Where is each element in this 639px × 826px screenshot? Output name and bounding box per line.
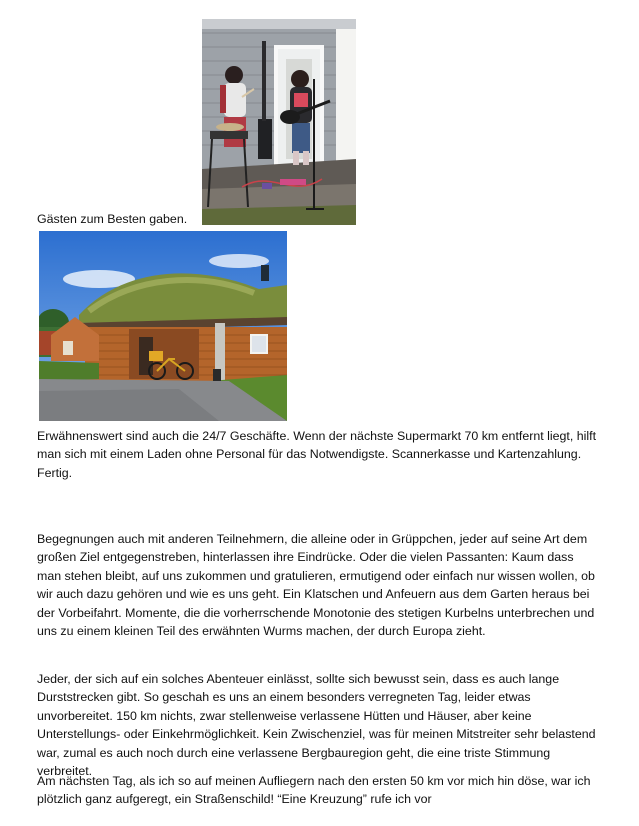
paragraph-shops: Erwähnenswert sind auch die 24/7 Geschäfte. Wenn der nächste Supermarkt 70 km entfernt liegt, hilft man sich mit einem Laden ohne Personal für das Notwendigste. Scannerkasse und Kartenzahlung. Fertig. xyxy=(37,429,597,480)
paragraph-encounters: Begegnungen auch mit anderen Teilnehmern, die alleine oder in Grüppchen, jeder auf seine Art dem großen Ziel entgegenstreben, hinterlassen ihre Eindrücke. Oder die vielen Passanten: Kaum dass man stehen bleibt, auf uns zukommen und gratulieren, ermutigend oder einfach nur wissen wollen, ob wir auch dazu gehören und wie es uns geht. Ein Klatschen und Anfeuern aus dem Garten heraus bei der Vorbeifahrt. Momente, die die vorherrschende Monotonie des stetigen Kurbelns unterbrechen und uns zu einem kleinen Teil des erwähnten Wurms machen, der durch Europa zieht. xyxy=(37,532,595,639)
paragraph-thirst: Jeder, der sich auf ein solches Abenteuer einlässt, sollte sich bewusst sein, dass es auch lange Durststrecken gibt. So geschah es uns an einem besonders verregneten Tag, leider etwas unvorbereitet. 150 km nichts, zwar stellenweise verlassene Hütten und Häuser, aber keine Unterstellungs- oder Einkehrmöglichkeit. Kein Zwischenziel, was für meinen Mitstreiter sehr belastend war, zumal es auch noch durch eine verlassene Bergbauregion geht, die eine triste Stimmung verbreitet. xyxy=(37,672,596,779)
paragraph-crossing: Am nächsten Tag, als ich so auf meinen Aufliegern nach den ersten 50 km vor mich hin döse, war ich plötzlich ganz aufgeregt, ein Straßenschild! “Eine Kreuzung” rufe ich vor xyxy=(37,774,591,807)
photo-musicians xyxy=(202,19,356,225)
photo-cabin xyxy=(39,231,287,421)
caption-line: Gästen zum Besten gaben. xyxy=(37,212,188,226)
